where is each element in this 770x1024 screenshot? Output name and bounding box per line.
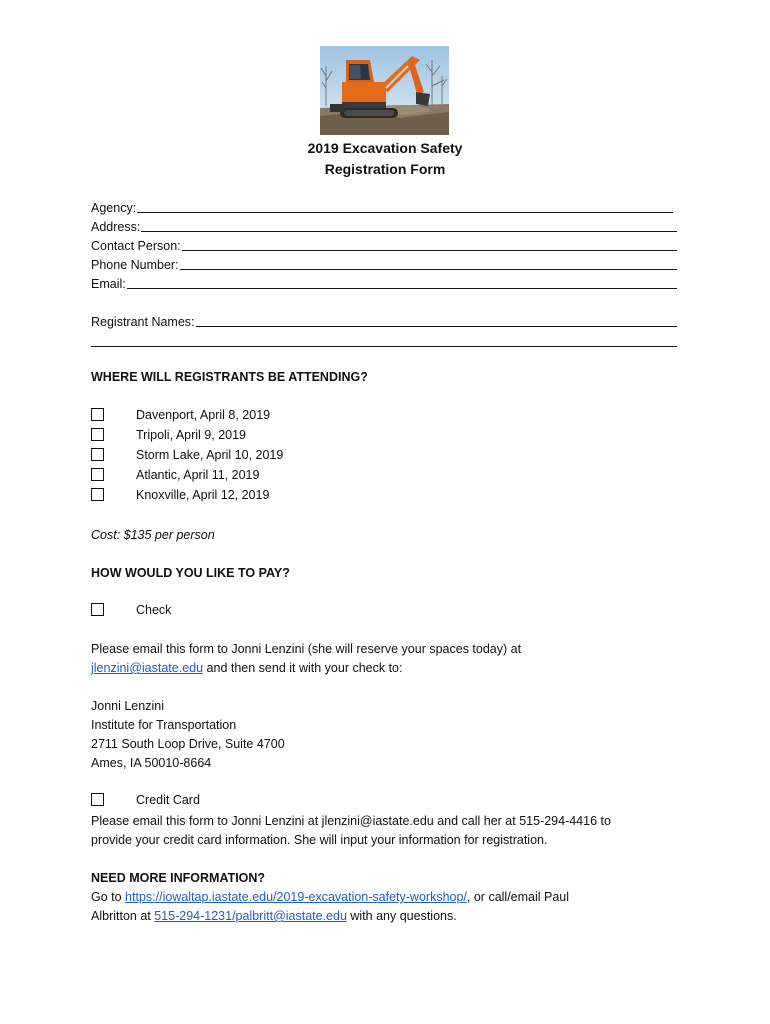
contact-person-field[interactable] [91, 235, 677, 254]
form-title-line-2: Registration Form [324, 161, 446, 177]
option-label: Knoxville, April 12, 2019 [136, 488, 270, 502]
agency-line[interactable] [137, 211, 673, 213]
option-label: Tripoli, April 9, 2019 [136, 428, 247, 442]
agency-field[interactable] [91, 197, 673, 216]
checkbox-icon[interactable] [91, 793, 104, 806]
workshop-url-link[interactable]: https://iowaltap.iastate.edu/2019-excavation-safety-workshop/ [125, 890, 467, 904]
contact-person-line[interactable] [182, 249, 677, 251]
address-label: Address: [91, 220, 141, 234]
option-label: Atlantic, April 11, 2019 [136, 468, 260, 482]
check-instructions-suffix: and then send it with your check to: [203, 661, 403, 675]
more-info-suffix-2: with any questions. [346, 909, 457, 923]
option-label: Davenport, April 8, 2019 [136, 408, 271, 422]
email-field[interactable] [91, 273, 677, 292]
mailing-address-line: Institute for Transportation [91, 718, 237, 732]
contact-link[interactable]: 515-294-1231/palbritt@iastate.edu [154, 909, 347, 923]
cost-text: Cost: $135 per person [91, 528, 215, 542]
more-info-suffix: , or call/email Paul [466, 890, 570, 904]
phone-number-line[interactable] [180, 268, 677, 270]
email-label: Email: [91, 277, 126, 291]
mailing-address-line: 2711 South Loop Drive, Suite 4700 [91, 737, 285, 751]
more-info-line-2 [91, 908, 457, 924]
agency-label: Agency: [91, 201, 137, 215]
excavator-photo [320, 46, 449, 135]
mailing-address-line: Jonni Lenzini [91, 699, 164, 713]
checkbox-icon[interactable] [91, 468, 104, 481]
attending-heading: WHERE WILL REGISTRANTS BE ATTENDING? [91, 370, 368, 384]
check-instructions-line-2 [91, 660, 402, 676]
check-instructions-line-1: Please email this form to Jonni Lenzini (she will reserve your spaces today) at [91, 642, 522, 656]
option-label: Storm Lake, April 10, 2019 [136, 448, 284, 462]
form-title-line-1: 2019 Excavation Safety [307, 140, 463, 156]
registrant-names-line[interactable] [196, 325, 677, 327]
contact-person-label: Contact Person: [91, 239, 181, 253]
phone-number-field[interactable] [91, 254, 677, 273]
email-line[interactable] [127, 287, 677, 289]
email-link[interactable]: jlenzini@iastate.edu [91, 661, 204, 675]
credit-instructions-line-1: Please email this form to Jonni Lenzini at jlenzini@iastate.edu and call her at 515-294-4416 to [91, 814, 611, 828]
option-label: Check [136, 603, 172, 617]
checkbox-icon[interactable] [91, 603, 104, 616]
checkbox-icon[interactable] [91, 488, 104, 501]
checkbox-icon[interactable] [91, 408, 104, 421]
more-info-prefix-2: Albritton at [91, 909, 155, 923]
mailing-address-line: Ames, IA 50010-8664 [91, 756, 212, 770]
registrant-names-label: Registrant Names: [91, 315, 195, 329]
phone-number-label: Phone Number: [91, 258, 179, 272]
more-info-heading: NEED MORE INFORMATION? [91, 871, 266, 885]
more-info-line-1 [91, 889, 569, 905]
more-info-prefix: Go to [91, 890, 126, 904]
address-line[interactable] [141, 230, 677, 232]
payment-heading: HOW WOULD YOU LIKE TO PAY? [91, 566, 290, 580]
option-label: Credit Card [136, 793, 200, 807]
address-field[interactable] [91, 216, 677, 235]
registrant-names-line-2[interactable] [91, 346, 677, 347]
checkbox-icon[interactable] [91, 428, 104, 441]
credit-instructions-line-2: provide your credit card information. She will input your information for registration. [91, 833, 548, 847]
checkbox-icon[interactable] [91, 448, 104, 461]
registrant-names-field[interactable] [91, 311, 677, 330]
